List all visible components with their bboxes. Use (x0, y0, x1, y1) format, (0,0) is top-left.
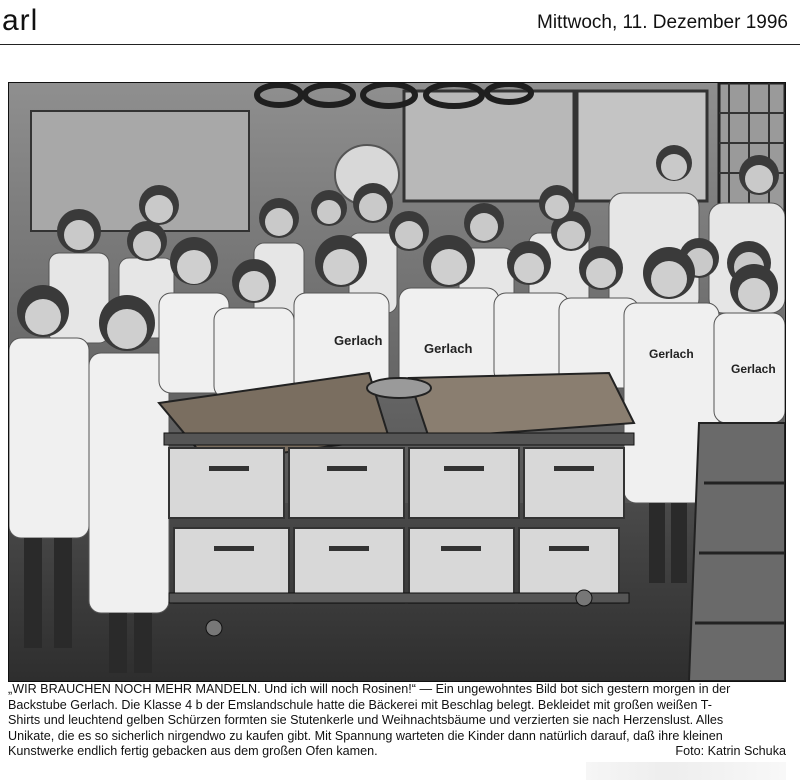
masthead (0, 0, 800, 45)
apron-print: Gerlach (334, 333, 383, 348)
issue-date: Mittwoch, 11. Dezember 1996 (537, 12, 788, 33)
caption-line: Shirts und leuchtend gelben Schürzen formten sie Stutenkerle und Weihnachtsbäume und verzierten sie nach Herzenslust. Alles (8, 713, 724, 727)
caption-line: „WIR BRAUCHEN NOCH MEHR MANDELN. Und ich will noch Rosinen!“ — Ein ungewohntes Bild bot sich gestern morgen in der (8, 682, 731, 696)
photo-credit: Foto: Katrin Schuka (675, 744, 786, 758)
photo-caption (8, 682, 788, 760)
apron-print: Gerlach (731, 362, 776, 376)
caption-line: Kunstwerke endlich fertig gebacken aus dem großen Ofen kamen. (8, 744, 378, 758)
bakery-class-photo (8, 82, 786, 682)
photo-illustration (9, 83, 785, 681)
bleed-through-text (586, 762, 786, 780)
caption-line: Backstube Gerlach. Die Klasse 4 b der Emslandschule hatte die Bäckerei mit Beschlag belegt. Bekleidet mit großen weißen T- (8, 697, 712, 712)
apron-print: Gerlach (424, 341, 473, 356)
newspaper-title-fragment: arl (2, 4, 39, 37)
caption-line: Unikate, die es so sicherlich nirgendwo zu kaufen gibt. Mit Spannung warteten die Kinder dann natürlich darauf, daß ihre kleinen (8, 728, 723, 743)
apron-print: Gerlach (649, 347, 694, 361)
